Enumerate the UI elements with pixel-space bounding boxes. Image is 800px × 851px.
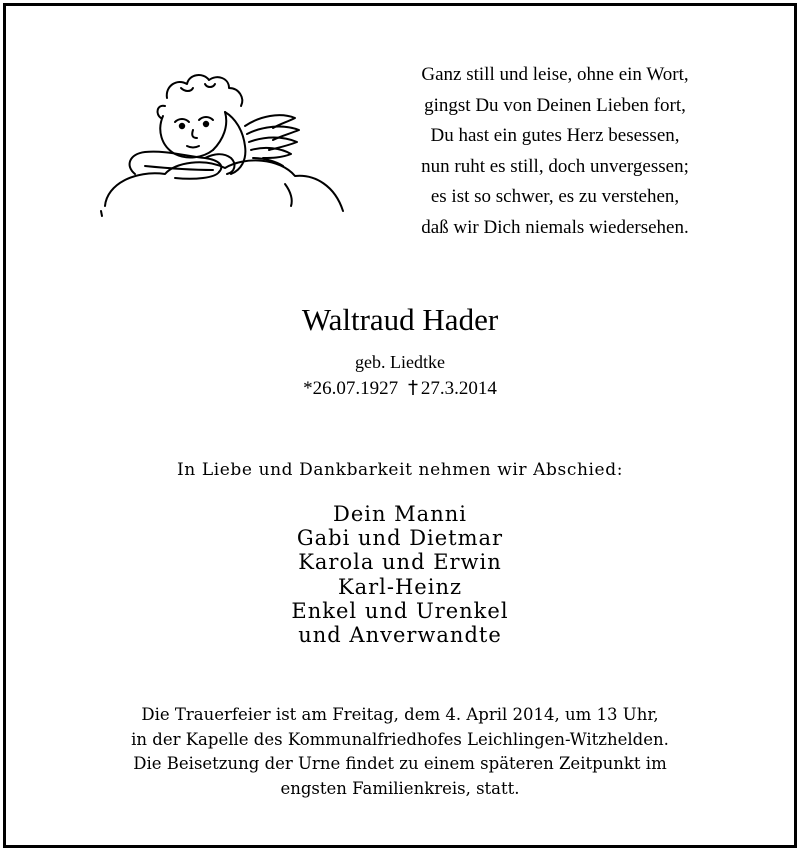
service-line: engsten Familienkreis, statt.	[280, 778, 520, 798]
death-date: 27.3.2014	[420, 378, 497, 399]
maiden-name: geb. Liedtke	[355, 352, 445, 372]
poem-line: Ganz still und leise, ohne ein Wort,	[421, 64, 689, 85]
cross-icon	[407, 379, 419, 396]
mourner: und Anverwandte	[298, 623, 502, 648]
mourner: Enkel und Urenkel	[291, 598, 509, 623]
birth-date: *26.07.1927	[303, 378, 399, 399]
service-line: Die Trauerfeier ist am Freitag, dem 4. April 2014, um 13 Uhr,	[141, 705, 659, 724]
farewell-intro: In Liebe und Dankbarkeit nehmen wir Abschied:	[176, 460, 624, 480]
mourner: Karola und Erwin	[298, 550, 502, 575]
poem-line: nun ruht es still, doch unvergessen;	[421, 155, 689, 177]
poem-line: daß wir Dich niemals wiedersehen.	[421, 216, 689, 238]
poem-line: es ist so schwer, es zu verstehen,	[430, 186, 680, 207]
service-line: Die Beisetzung der Urne findet zu einem späteren Zeitpunkt im	[133, 754, 667, 773]
life-dates	[0, 378, 800, 400]
poem-line: Du hast ein gutes Herz besessen,	[430, 125, 680, 146]
poem-line: gingst Du von Deinen Lieben fort,	[424, 94, 686, 116]
mourner: Karl-Heinz	[337, 574, 463, 599]
mourners-list	[0, 502, 800, 647]
deceased-name: Waltraud Hader	[301, 302, 499, 337]
mourner: Gabi und Dietmar	[296, 526, 504, 551]
service-line: in der Kapelle des Kommunalfriedhofes Leichlingen-Witzhelden.	[131, 729, 669, 749]
service-info	[0, 703, 800, 801]
mourner: Dein Manni	[333, 502, 467, 526]
cherub-illustration	[95, 66, 355, 226]
poem	[385, 60, 725, 243]
